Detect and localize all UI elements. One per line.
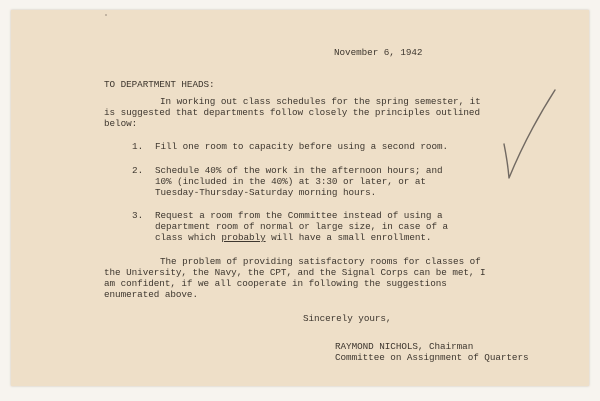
closing-line-1: The problem of providing satisfactory rooms for classes of	[160, 256, 481, 267]
item-3-line-3-pre: class which	[155, 232, 222, 243]
item-3-number: 3.	[132, 210, 144, 221]
intro-line-1: In working out class schedules for the spring semester, it	[160, 96, 481, 107]
intro-line-3: below:	[104, 118, 138, 129]
item-3-line-3-post: will have a small enrollment.	[265, 232, 432, 243]
intro-line-2: is suggested that departments follow closely the principles outlined	[104, 107, 480, 118]
closing-line-4: enumerated above.	[104, 289, 198, 300]
closing-line-2: the University, the Navy, the CPT, and the Signal Corps can be met, I	[104, 267, 486, 278]
closing-line-3: am confident, if we all cooperate in following the suggestions	[104, 278, 447, 289]
item-1-number: 1.	[132, 141, 144, 152]
item-2-line-1: Schedule 40% of the work in the afternoon hours; and	[155, 165, 443, 176]
signatory-title: Committee on Assignment of Quarters	[335, 352, 529, 363]
item-2-line-2: 10% (included in the 40%) at 3:30 or later, or at	[155, 176, 426, 187]
item-2-number: 2.	[132, 165, 144, 176]
checkmark-icon	[500, 86, 562, 186]
underlined-word-probably: probably	[221, 232, 266, 243]
item-3-line-3	[155, 232, 431, 244]
salutation: TO DEPARTMENT HEADS:	[104, 79, 215, 90]
item-2-line-3: Tuesday-Thursday-Saturday morning hours.	[155, 187, 377, 198]
item-3-line-1: Request a room from the Committee instead of using a	[155, 210, 443, 221]
item-1-line-1: Fill one room to capacity before using a second room.	[155, 141, 449, 152]
checkmark-stroke	[504, 90, 555, 178]
letter-date: November 6, 1942	[334, 47, 423, 58]
item-3-line-2: department room of normal or large size, in case of a	[155, 221, 449, 232]
paper-speck	[105, 14, 107, 16]
valediction: Sincerely yours,	[303, 313, 392, 324]
signatory-name: RAYMOND NICHOLS, Chairman	[335, 341, 474, 352]
